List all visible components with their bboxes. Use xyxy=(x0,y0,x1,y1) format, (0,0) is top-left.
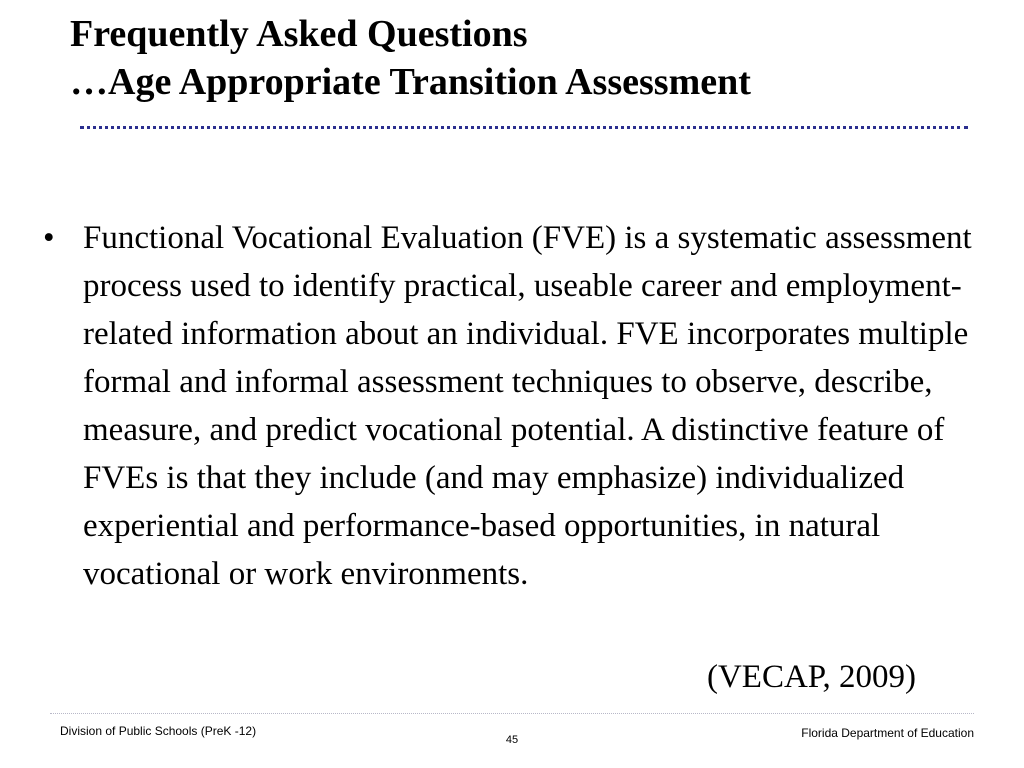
citation: (VECAP, 2009) xyxy=(706,659,916,695)
slide-title xyxy=(70,10,990,106)
slide-title-line-1: Frequently Asked Questions xyxy=(70,13,528,55)
title-dotted-divider xyxy=(80,126,968,129)
footer-page-number: 45 xyxy=(505,734,519,746)
footer-division-label: Division of Public Schools (PreK -12) xyxy=(60,724,257,738)
footer-department-label: Florida Department of Education xyxy=(801,726,974,740)
bullet-marker: • xyxy=(43,220,55,256)
footer-dotted-divider xyxy=(50,713,974,714)
slide-title-line-2: …Age Appropriate Transition Assessment xyxy=(70,61,751,103)
bullet-text: Functional Vocational Evaluation (FVE) is a systematic assessment process used to identify practical, useable career and employment-related information about an individual. FVE incorporates multiple formal and informal assessment techniques to observe, describe, measure, and predict vocational potential. A distinctive feature of FVEs is that they include (and may emphasize) individualized experiential and performance-based opportunities, in natural vocational or work environments. xyxy=(83,220,972,592)
bullet-list xyxy=(43,214,1018,598)
bullet-item xyxy=(43,214,1018,598)
